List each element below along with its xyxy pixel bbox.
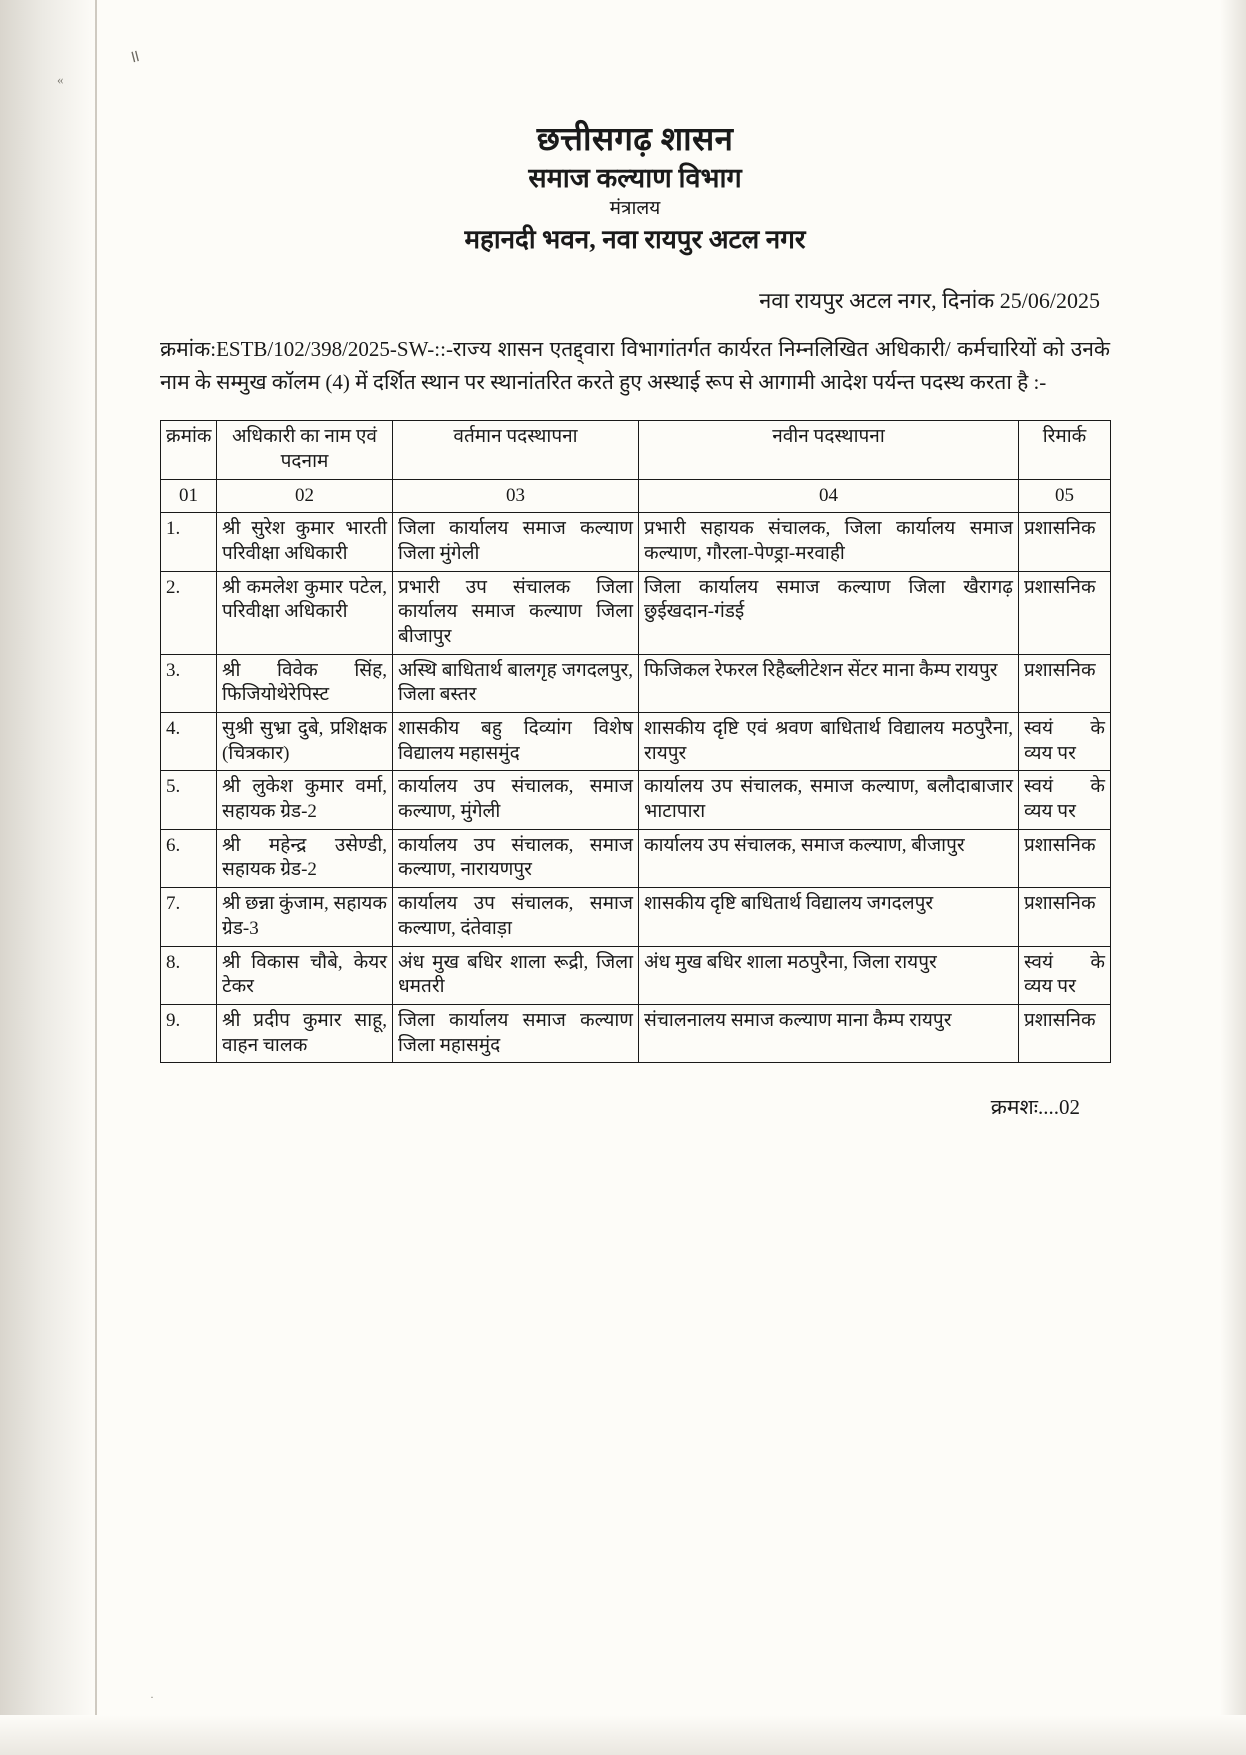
cell-new-posting: प्रभारी सहायक संचालक, जिला कार्यालय समाज कल्याण, गौरला-पेण्ड्रा-मरवाही xyxy=(639,513,1019,571)
cell-remark: प्रशासनिक xyxy=(1019,513,1111,571)
cell-remark: स्वयं के व्यय पर xyxy=(1019,771,1111,829)
scan-edge-line xyxy=(95,0,97,1755)
cell-current-posting: शासकीय बहु दिव्यांग विशेष विद्यालय महासमुंद xyxy=(393,713,639,771)
cell-current-posting: जिला कार्यालय समाज कल्याण जिला महासमुंद xyxy=(393,1004,639,1062)
order-body-text: :-राज्य शासन एतद्द्वारा विभागांतर्गत कार्यरत निम्नलिखित अधिकारी/ कर्मचारियों को उनके नाम के सम्मुख कॉलम (4) में दर्शित स्थान पर स्थानांतरित करते हुए अस्थाई रूप से आगामी आदेश पर्यन्त पदस्थ करता है :- xyxy=(160,337,1110,394)
cell-remark: स्वयं के व्यय पर xyxy=(1019,713,1111,771)
header-line-department: समाज कल्याण विभाग xyxy=(528,163,742,194)
cell-name: श्री सुरेश कुमार भारती परिवीक्षा अधिकारी xyxy=(217,513,393,571)
cell-name: श्री लुकेश कुमार वर्मा, सहायक ग्रेड-2 xyxy=(217,771,393,829)
col-num-4: 04 xyxy=(639,479,1019,513)
cell-remark: प्रशासनिक xyxy=(1019,1004,1111,1062)
cell-new-posting: अंध मुख बधिर शाला मठपुरैना, जिला रायपुर xyxy=(639,946,1019,1004)
table-row xyxy=(161,771,1111,829)
header-line-government: छत्तीसगढ़ शासन xyxy=(536,122,734,158)
cell-name: श्री प्रदीप कुमार साहू, वाहन चालक xyxy=(217,1004,393,1062)
cell-current-posting: कार्यालय उप संचालक, समाज कल्याण, दंतेवाड़ा xyxy=(393,888,639,946)
order-paragraph xyxy=(160,333,1110,398)
cell-serial: 6. xyxy=(161,829,217,887)
cell-name: श्री महेन्द्र उसेण्डी, सहायक ग्रेड-2 xyxy=(217,829,393,887)
cell-serial: 7. xyxy=(161,888,217,946)
cell-name: सुश्री सुभ्रा दुबे, प्रशिक्षक (चित्रकार) xyxy=(217,713,393,771)
table-row xyxy=(161,1004,1111,1062)
cell-current-posting: अंध मुख बधिर शाला रूद्री, जिला धमतरी xyxy=(393,946,639,1004)
cell-current-posting: प्रभारी उप संचालक जिला कार्यालय समाज कल्याण जिला बीजापुर xyxy=(393,571,639,654)
table-header-row xyxy=(161,421,1111,479)
table-row xyxy=(161,946,1111,1004)
cell-name: श्री छन्ना कुंजाम, सहायक ग्रेड-3 xyxy=(217,888,393,946)
cell-new-posting: जिला कार्यालय समाज कल्याण जिला खैरागढ़ छुईखदान-गंडई xyxy=(639,571,1019,654)
cell-name: श्री कमलेश कुमार पटेल, परिवीक्षा अधिकारी xyxy=(217,571,393,654)
cell-remark: प्रशासनिक xyxy=(1019,829,1111,887)
col-num-5: 05 xyxy=(1019,479,1111,513)
table-row xyxy=(161,513,1111,571)
cell-current-posting: अस्थि बाधितार्थ बालगृह जगदलपुर, जिला बस्तर xyxy=(393,654,639,712)
cell-remark: प्रशासनिक xyxy=(1019,654,1111,712)
document-header xyxy=(160,120,1110,257)
header-line-address: महानदी भवन, नवा रायपुर अटल नगर xyxy=(464,224,806,254)
cell-serial: 9. xyxy=(161,1004,217,1062)
order-number: क्रमांक:ESTB/102/398/2025-SW-: xyxy=(160,337,441,362)
margin-mark-top: ॥ xyxy=(127,46,142,67)
cell-remark: स्वयं के व्यय पर xyxy=(1019,946,1111,1004)
table-row xyxy=(161,829,1111,887)
col-num-1: 01 xyxy=(161,479,217,513)
cell-name: श्री विकास चौबे, केयर टेकर xyxy=(217,946,393,1004)
cell-remark: प्रशासनिक xyxy=(1019,888,1111,946)
cell-serial: 5. xyxy=(161,771,217,829)
col-header-new: नवीन पदस्थापना xyxy=(639,421,1019,479)
continuation-note: क्रमशः....02 xyxy=(990,1095,1080,1120)
header-line-secretariat: मंत्रालय xyxy=(609,198,661,220)
scan-bottom-shadow xyxy=(0,1715,1246,1755)
cell-current-posting: जिला कार्यालय समाज कल्याण जिला मुंगेली xyxy=(393,513,639,571)
dateline: नवा रायपुर अटल नगर, दिनांक 25/06/2025 xyxy=(759,288,1100,314)
cell-current-posting: कार्यालय उप संचालक, समाज कल्याण, मुंगेली xyxy=(393,771,639,829)
cell-new-posting: शासकीय दृष्टि बाधितार्थ विद्यालय जगदलपुर xyxy=(639,888,1019,946)
cell-serial: 2. xyxy=(161,571,217,654)
col-header-current: वर्तमान पदस्थापना xyxy=(393,421,639,479)
col-header-serial: क्रमांक xyxy=(161,421,217,479)
cell-remark: प्रशासनिक xyxy=(1019,571,1111,654)
cell-new-posting: शासकीय दृष्टि एवं श्रवण बाधितार्थ विद्यालय मठपुरैना, रायपुर xyxy=(639,713,1019,771)
cell-serial: 1. xyxy=(161,513,217,571)
cell-current-posting: कार्यालय उप संचालक, समाज कल्याण, नारायणपुर xyxy=(393,829,639,887)
table-row xyxy=(161,654,1111,712)
col-header-remark: रिमार्क xyxy=(1019,421,1111,479)
col-num-2: 02 xyxy=(217,479,393,513)
table-row xyxy=(161,571,1111,654)
scan-right-shadow xyxy=(1220,0,1246,1755)
col-header-name: अधिकारी का नाम एवं पदनाम xyxy=(217,421,393,479)
col-num-3: 03 xyxy=(393,479,639,513)
cell-serial: 8. xyxy=(161,946,217,1004)
cell-new-posting: कार्यालय उप संचालक, समाज कल्याण, बीजापुर xyxy=(639,829,1019,887)
cell-new-posting: कार्यालय उप संचालक, समाज कल्याण, बलौदाबाजार भाटापारा xyxy=(639,771,1019,829)
margin-mark-bottom: · xyxy=(150,1690,154,1704)
table-row xyxy=(161,713,1111,771)
table-column-number-row xyxy=(161,479,1111,513)
cell-new-posting: संचालनालय समाज कल्याण माना कैम्प रायपुर xyxy=(639,1004,1019,1062)
cell-new-posting: फिजिकल रेफरल रिहैब्लीटेशन सेंटर माना कैम्प रायपुर xyxy=(639,654,1019,712)
cell-serial: 4. xyxy=(161,713,217,771)
table-row xyxy=(161,888,1111,946)
scan-left-shadow xyxy=(0,0,96,1755)
document-content xyxy=(160,120,1110,1121)
transfer-table xyxy=(160,420,1111,1063)
cell-name: श्री विवेक सिंह, फिजियोथेरेपिस्ट xyxy=(217,654,393,712)
margin-mark-small: « xyxy=(57,72,64,87)
cell-serial: 3. xyxy=(161,654,217,712)
